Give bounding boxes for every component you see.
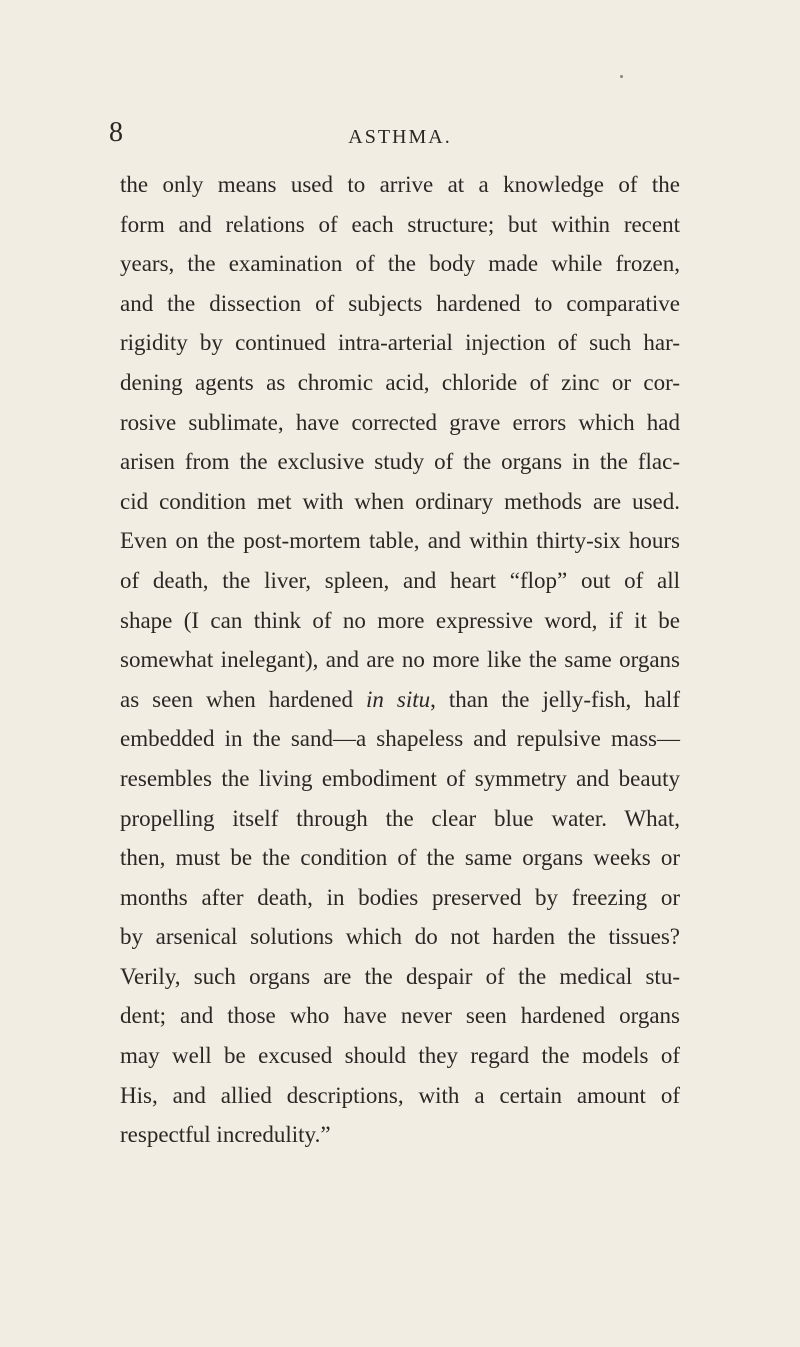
- text-line: shape (I can think of no more expressive word, if it be: [120, 607, 680, 633]
- text-line: rigidity by continued intra-arterial injection of such har-: [120, 330, 680, 356]
- text-line: dening agents as chromic acid, chloride of zinc or cor-: [120, 369, 680, 395]
- text-line: may well be excused should they regard the models of: [120, 1043, 680, 1069]
- text-line: and the dissection of subjects hardened to comparative: [120, 290, 680, 316]
- running-title: ASTHMA.: [348, 126, 452, 148]
- text-line: propelling itself through the clear blue water. What,: [120, 805, 680, 831]
- text-line: rosive sublimate, have corrected grave errors which had: [120, 409, 680, 435]
- text-line: somewhat inelegant), and are no more like the same organs: [120, 647, 680, 673]
- text-line: resembles the living embodiment of symmetry and beauty: [120, 765, 680, 791]
- text-line-last: respectful incredulity.”: [120, 1122, 331, 1148]
- text-line: dent; and those who have never seen hardened organs: [120, 1003, 680, 1029]
- page-number: 8: [109, 117, 123, 148]
- text-line: of death, the liver, spleen, and heart “flop” out of all: [120, 567, 680, 593]
- text-line: form and relations of each structure; but within recent: [120, 211, 680, 237]
- text-line: years, the examination of the body made while frozen,: [120, 251, 680, 277]
- text-line: arisen from the exclusive study of the organs in the flac-: [120, 449, 680, 475]
- body-text: [120, 165, 680, 1155]
- text-line: cid condition met with when ordinary methods are used.: [120, 488, 680, 514]
- line-start: as seen when hardened: [120, 686, 367, 712]
- paper-speck: [620, 75, 623, 78]
- text-line-with-italic: [120, 680, 680, 720]
- text-line: by arsenical solutions which do not harden the tissues?: [120, 924, 680, 950]
- line-end: , than the jelly-fish, half: [430, 686, 680, 712]
- text-line: His, and allied descriptions, with a certain amount of: [120, 1082, 680, 1108]
- text-line: Verily, such organs are the despair of the medical stu-: [120, 963, 680, 989]
- text-line: months after death, in bodies preserved by freezing or: [120, 884, 680, 910]
- text-line: the only means used to arrive at a knowledge of the: [120, 172, 680, 197]
- text-line: embedded in the sand—a shapeless and repulsive mass—: [120, 726, 680, 752]
- text-line: Even on the post-mortem table, and within thirty-six hours: [120, 528, 680, 554]
- text-line: then, must be the condition of the same organs weeks or: [120, 845, 680, 871]
- italic-phrase: in situ: [366, 686, 431, 712]
